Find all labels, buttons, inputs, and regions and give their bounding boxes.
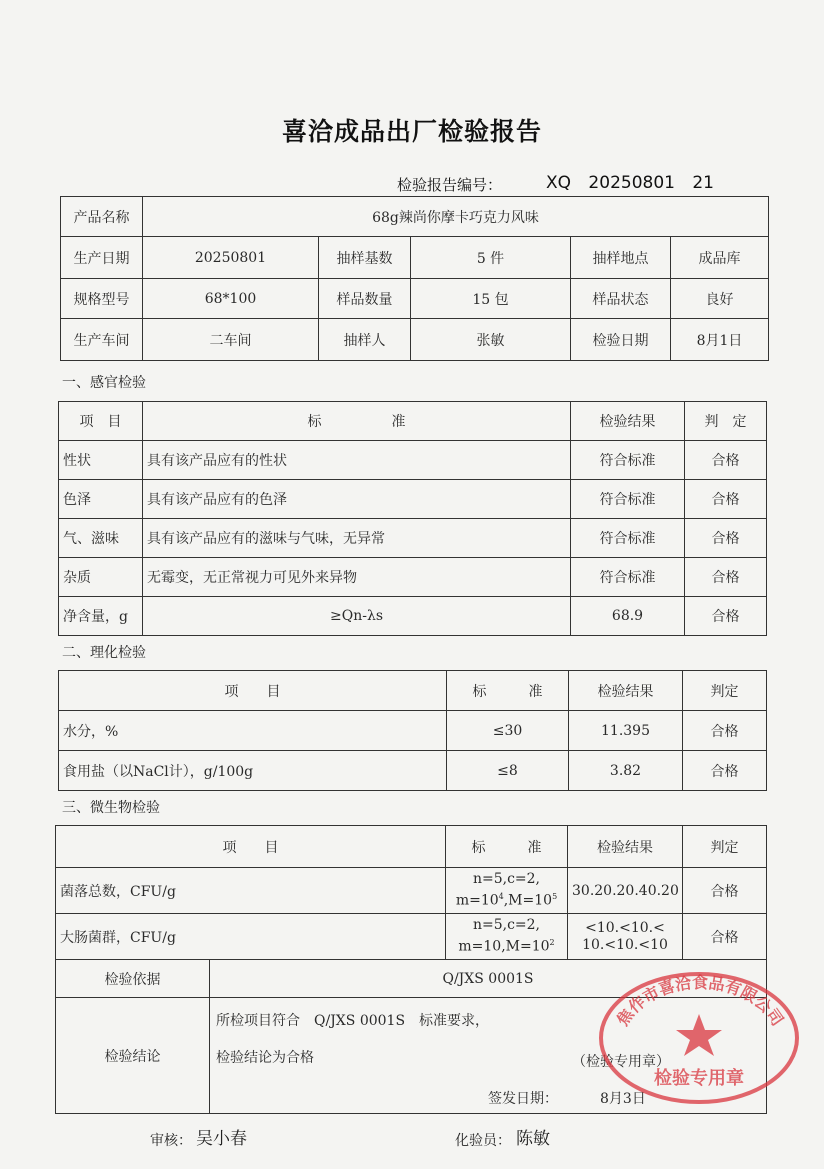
micro-item: 菌落总数，CFU/g (56, 868, 446, 914)
micro-header-item: 项 目 (56, 826, 446, 868)
conclusion-line2: 检验结论为合格 (216, 1050, 314, 1066)
sensory-header-verdict: 判 定 (685, 402, 767, 441)
sample-base: 5 件 (411, 237, 571, 279)
physchem-header-standard: 标 准 (447, 671, 569, 711)
sensory-item: 气、滋味 (59, 519, 143, 558)
sensory-standard: 具有该产品应有的色泽 (143, 480, 571, 519)
product-name: 68g辣尚你摩卡巧克力风味 (143, 197, 769, 237)
sensory-header-item: 项 目 (59, 402, 143, 441)
physchem-header-result: 检验结果 (569, 671, 683, 711)
micro-standard-line2: $m=10^4,M=10^5$ (455, 892, 558, 909)
workshop: 二车间 (143, 319, 319, 361)
physchem-item: 食用盐（以NaCl计），g/100g (59, 751, 447, 791)
sample-place-label: 抽样地点 (571, 237, 671, 279)
workshop-label: 生产车间 (61, 319, 143, 361)
table-row (59, 558, 767, 597)
report-title: 喜洽成品出厂检验报告 (281, 117, 542, 146)
table-row (59, 751, 767, 791)
sample-base-label: 抽样基数 (319, 237, 411, 279)
micro-standard-line1: n=5,c=2, (472, 871, 541, 888)
physchem-section-title: 二、理化检验 (62, 645, 146, 661)
table-row (59, 480, 767, 519)
sensory-result: 符合标准 (571, 558, 685, 597)
sensory-item: 净含量，g (59, 597, 143, 636)
physchem-table (58, 670, 767, 791)
physchem-item: 水分，% (59, 711, 447, 751)
report-number: XQ 20250801 21 (546, 173, 714, 193)
sensory-verdict: 合格 (685, 519, 767, 558)
sensory-section-title: 一、感官检验 (62, 375, 146, 391)
micro-result: 30.20.20.40.20 (568, 868, 683, 914)
micro-standard-line2: $m=10,M=10^2$ (458, 938, 555, 955)
sensory-result: 68.9 (571, 597, 685, 636)
table-row (56, 868, 767, 914)
product-name-label: 产品名称 (61, 197, 143, 237)
sensory-standard: ≥Qn-λs (143, 597, 571, 636)
sampler-label: 抽样人 (319, 319, 411, 361)
table-row (59, 519, 767, 558)
sensory-result: 符合标准 (571, 519, 685, 558)
svg-text:焦作市喜洽食品有限公司: 焦作市喜洽食品有限公司 (612, 973, 788, 1030)
micro-header-standard: 标 准 (446, 826, 568, 868)
production-date-label: 生产日期 (61, 237, 143, 279)
sensory-table (58, 401, 767, 636)
physchem-standard: ≤8 (447, 751, 569, 791)
inspect-date: 8月1日 (671, 319, 769, 361)
sensory-verdict: 合格 (685, 558, 767, 597)
inspect-date-label: 检验日期 (571, 319, 671, 361)
physchem-header-item: 项 目 (59, 671, 447, 711)
conclusion-line1: 所检项目符合 Q/JXS 0001S 标准要求， (216, 1013, 490, 1029)
sensory-standard: 无霉变，无正常视力可见外来异物 (143, 558, 571, 597)
table-row (59, 597, 767, 636)
physchem-verdict: 合格 (683, 711, 767, 751)
sample-place: 成品库 (671, 237, 769, 279)
basis-value: Q/JXS 0001S (210, 960, 767, 998)
table-row (56, 914, 767, 960)
sensory-verdict: 合格 (685, 441, 767, 480)
sample-qty: 15 包 (411, 279, 571, 319)
table-row (59, 441, 767, 480)
sensory-result: 符合标准 (571, 480, 685, 519)
micro-result: <10.<10.< 10.<10.<10 (568, 914, 683, 960)
svg-text:检验专用章: 检验专用章 (654, 1068, 744, 1089)
basis-label: 检验依据 (56, 960, 210, 998)
micro-verdict: 合格 (683, 868, 767, 914)
seal-note: （检验专用章） (572, 1054, 670, 1070)
sensory-header-standard: 标 准 (143, 402, 571, 441)
physchem-header-verdict: 判定 (683, 671, 767, 711)
reviewer-signature: 吴小春 (196, 1129, 247, 1149)
sample-state-label: 样品状态 (571, 279, 671, 319)
sample-qty-label: 样品数量 (319, 279, 411, 319)
physchem-result: 3.82 (569, 751, 683, 791)
issue-date-label: 签发日期： (488, 1091, 558, 1107)
sensory-item: 杂质 (59, 558, 143, 597)
micro-verdict: 合格 (683, 914, 767, 960)
sensory-item: 性状 (59, 441, 143, 480)
inspector-signature: 陈敏 (516, 1129, 550, 1149)
sensory-standard: 具有该产品应有的滋味与气味，无异常 (143, 519, 571, 558)
product-info-table (60, 196, 769, 361)
inspection-seal-stamp (598, 964, 800, 1104)
sensory-standard: 具有该产品应有的性状 (143, 441, 571, 480)
production-date: 20250801 (143, 237, 319, 279)
table-row (59, 711, 767, 751)
sensory-verdict: 合格 (685, 480, 767, 519)
spec-value: 68*100 (143, 279, 319, 319)
reviewer-label: 审核： (150, 1133, 192, 1149)
sensory-result: 符合标准 (571, 441, 685, 480)
sensory-header-result: 检验结果 (571, 402, 685, 441)
micro-section-title: 三、微生物检验 (62, 800, 160, 816)
micro-standard (446, 914, 568, 960)
report-number-label: 检验报告编号： (397, 176, 503, 194)
conclusion-label: 检验结论 (56, 998, 210, 1114)
micro-item: 大肠菌群，CFU/g (56, 914, 446, 960)
spec-label: 规格型号 (61, 279, 143, 319)
sensory-verdict: 合格 (685, 597, 767, 636)
micro-header-result: 检验结果 (568, 826, 683, 868)
physchem-standard: ≤30 (447, 711, 569, 751)
micro-standard-line1: n=5,c=2, (472, 917, 541, 934)
micro-header-verdict: 判定 (683, 826, 767, 868)
physchem-verdict: 合格 (683, 751, 767, 791)
micro-standard (446, 868, 568, 914)
sampler: 张敏 (411, 319, 571, 361)
inspector-label: 化验员： (455, 1133, 511, 1149)
issue-date: 8月3日 (600, 1091, 646, 1107)
physchem-result: 11.395 (569, 711, 683, 751)
sensory-item: 色泽 (59, 480, 143, 519)
sample-state: 良好 (671, 279, 769, 319)
